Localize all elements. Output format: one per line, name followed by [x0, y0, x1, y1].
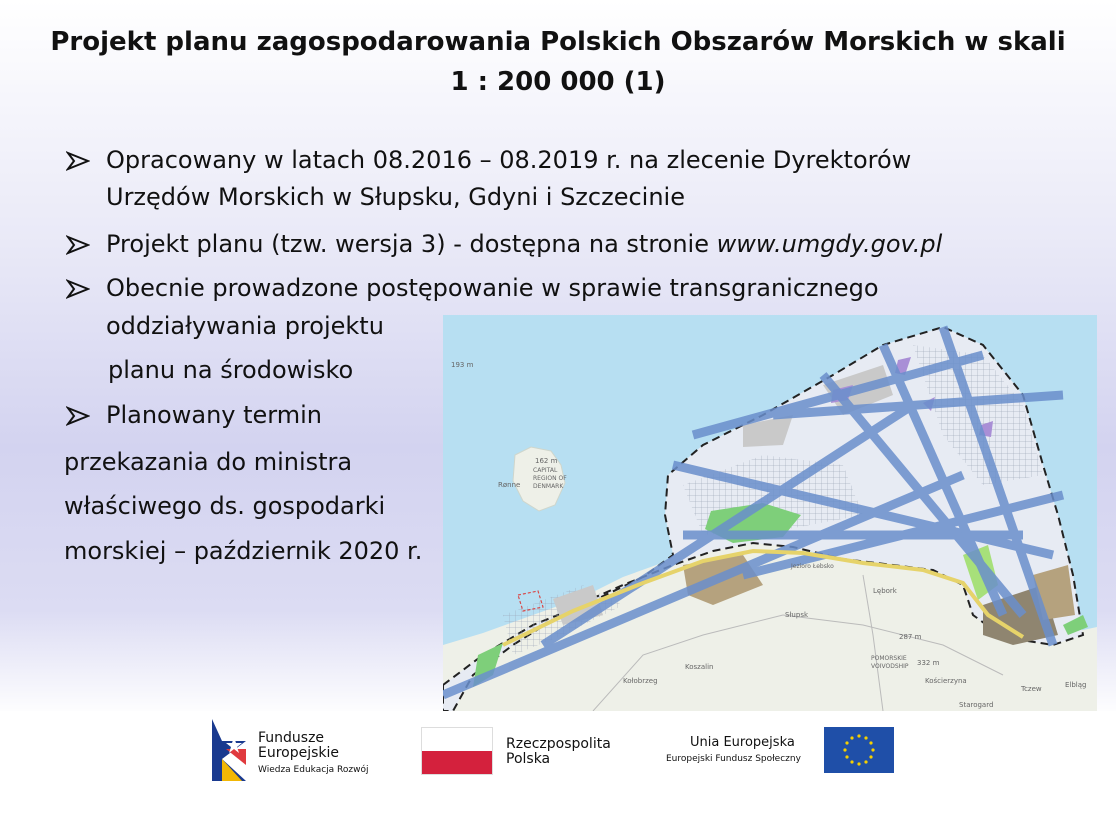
- fe-line-2: Europejskie: [258, 745, 340, 761]
- fe-line-1: Fundusze: [258, 730, 325, 746]
- bullet-arrow-icon: [66, 279, 90, 299]
- bullet-arrow-icon: [66, 151, 90, 171]
- map-label-city: Rønne: [498, 481, 521, 489]
- bullet-1-line-2: Urzędów Morskich w Słupsku, Gdyni i Szczecinie: [106, 183, 685, 211]
- slide-title-line-2: 1 : 200 000 (1): [450, 67, 666, 97]
- slide-title-line-1: Projekt planu zagospodarowania Polskich Obszarów Morskich w skali: [50, 27, 1066, 57]
- map-label-city: Koszalin: [685, 663, 714, 671]
- map-label-depth: 332 m: [917, 659, 940, 667]
- map-label-region: REGION OF: [533, 475, 567, 482]
- map-graphic: [443, 315, 1097, 711]
- slide-title: [0, 22, 1116, 102]
- bullet-4-line-4: morskiej – październik 2020 r.: [64, 537, 423, 565]
- map-label-city: Kołobrzeg: [623, 677, 658, 685]
- map-label-city: Elbląg: [1065, 681, 1087, 689]
- bullet-2-text: Projekt planu (tzw. wersja 3) - dostępna na stronie: [106, 230, 717, 258]
- map-label-depth: 287 m: [899, 633, 922, 641]
- bullet-arrow-icon: [66, 235, 90, 255]
- bullet-3-line-3: planu na środowisko: [108, 356, 354, 384]
- bullet-4-line-2: przekazania do ministra: [64, 448, 353, 476]
- map-label-city: Kościerzyna: [925, 677, 967, 685]
- map-label-depth: 193 m: [451, 361, 474, 369]
- maritime-spatial-plan-map: [443, 315, 1097, 711]
- map-label-region: VOIVODSHIP: [871, 663, 909, 670]
- map-label-city: Starogard: [959, 701, 994, 709]
- map-label-region: POMORSKIE: [871, 655, 907, 662]
- rp-line-2: Polska: [506, 751, 551, 767]
- fundusze-europejskie-logo-icon: [212, 719, 252, 781]
- eu-flag-icon: [824, 727, 894, 773]
- map-label-city: Słupsk: [785, 611, 809, 619]
- bullet-1-line-1: Opracowany w latach 08.2016 – 08.2019 r. na zlecenie Dyrektorów: [106, 146, 912, 174]
- bullet-3-line-2: oddziaływania projektu: [106, 312, 384, 340]
- footer-logos: [0, 711, 1116, 814]
- bullet-4-line-1: Planowany termin: [106, 401, 322, 429]
- rp-line-1: Rzeczpospolita: [506, 736, 611, 752]
- map-label-lake: Jezioro Łebsko: [791, 563, 834, 570]
- umgdy-link[interactable]: www.umgdy.gov.pl: [716, 230, 943, 258]
- map-label-city: Lębork: [873, 587, 897, 595]
- polish-flag-icon: [421, 727, 493, 775]
- map-label-city: Tczew: [1021, 685, 1042, 693]
- ue-line-1: Unia Europejska: [690, 735, 795, 750]
- bullet-3-line-1: Obecnie prowadzone postępowanie w sprawie transgranicznego: [106, 274, 879, 302]
- map-label-region: DENMARK: [533, 483, 564, 490]
- bullet-arrow-icon: [66, 406, 90, 426]
- map-label-depth: 162 m: [535, 457, 558, 465]
- map-label-region: CAPITAL: [533, 467, 558, 474]
- bullet-4-line-3: właściwego ds. gospodarki: [64, 492, 386, 520]
- fe-line-3: Wiedza Edukacja Rozwój: [258, 765, 369, 775]
- ue-line-2: Europejski Fundusz Społeczny: [666, 754, 801, 764]
- bullet-2-line: [106, 228, 942, 260]
